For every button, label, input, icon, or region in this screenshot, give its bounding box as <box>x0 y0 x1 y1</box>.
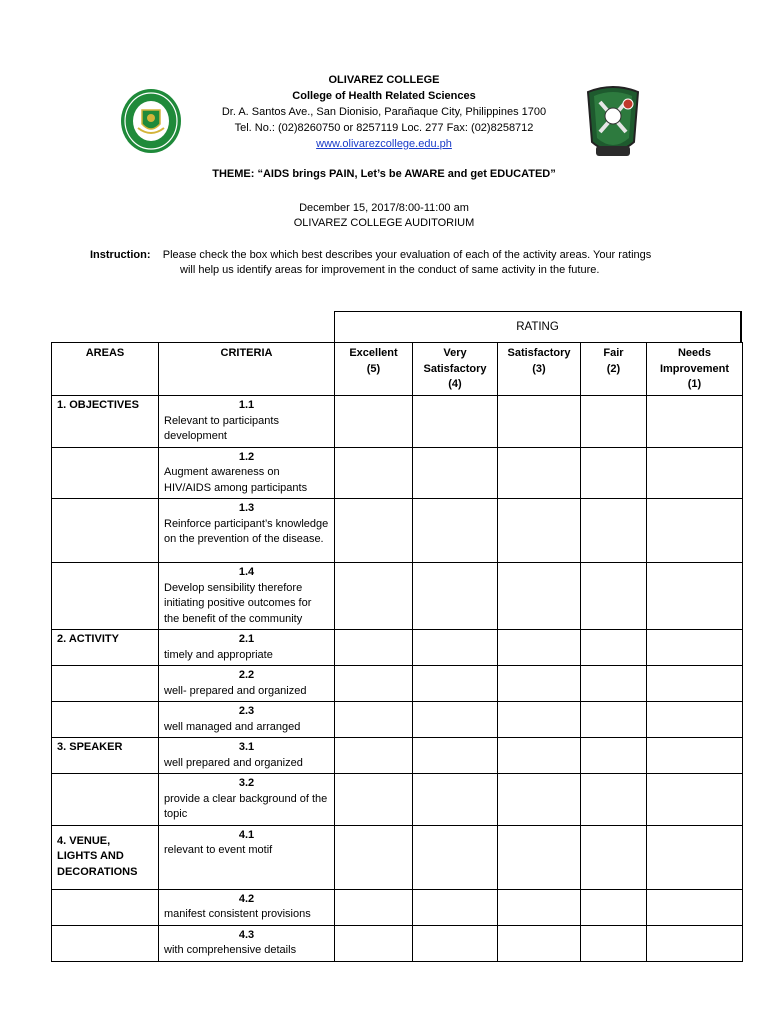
event-details <box>0 201 768 231</box>
criteria-number: 1.4 <box>238 566 255 578</box>
instruction-line-1: Please check the box which best describes your evaluation of each of the activity areas. Your ratings <box>162 249 652 261</box>
rating-checkbox-cell[interactable] <box>647 738 743 774</box>
rating-checkbox-cell[interactable] <box>413 774 498 826</box>
rating-checkbox-cell[interactable] <box>498 666 581 702</box>
rating-checkbox-cell[interactable] <box>581 447 647 499</box>
area-cell <box>52 499 159 563</box>
criteria-text: well prepared and organized <box>164 756 303 769</box>
rating-checkbox-cell[interactable] <box>335 447 413 499</box>
criteria-text: manifest consistent provisions <box>164 908 311 920</box>
table-row <box>52 563 743 630</box>
rating-checkbox-cell[interactable] <box>413 702 498 738</box>
college-address: Dr. A. Santos Ave., San Dionisio, Parañaque City, Philippines 1700 <box>221 106 547 118</box>
criteria-cell <box>159 774 335 826</box>
criteria-number: 3.1 <box>238 741 255 753</box>
rating-checkbox-cell[interactable] <box>581 499 647 563</box>
rating-column-header: Very Satisfactory (4) <box>413 343 498 396</box>
rating-checkbox-cell[interactable] <box>413 666 498 702</box>
rating-column-header: Fair (2) <box>581 343 647 396</box>
area-cell <box>52 889 159 925</box>
rating-checkbox-cell[interactable] <box>498 396 581 448</box>
rating-checkbox-cell[interactable] <box>335 774 413 826</box>
rating-checkbox-cell[interactable] <box>647 447 743 499</box>
criteria-text: relevant to event motif <box>164 844 273 856</box>
rating-checkbox-cell[interactable] <box>335 925 413 961</box>
event-theme: THEME: “AIDS brings PAIN, Let’s be AWARE and get EDUCATED” <box>212 168 556 180</box>
area-cell <box>52 774 159 826</box>
rating-group-header: RATING <box>334 311 742 343</box>
area-cell: 1. OBJECTIVES <box>52 396 159 448</box>
criteria-cell <box>159 630 335 666</box>
criteria-number: 2.3 <box>238 705 255 717</box>
table-row <box>52 925 743 961</box>
criteria-cell <box>159 889 335 925</box>
rating-checkbox-cell[interactable] <box>335 630 413 666</box>
criteria-number: 3.2 <box>238 777 255 789</box>
instruction-block <box>90 248 690 278</box>
table-row <box>52 447 743 499</box>
rating-checkbox-cell[interactable] <box>498 702 581 738</box>
criteria-cell <box>159 702 335 738</box>
rating-checkbox-cell[interactable] <box>335 825 413 889</box>
rating-checkbox-cell[interactable] <box>413 563 498 630</box>
rating-checkbox-cell[interactable] <box>581 925 647 961</box>
instruction-label: Instruction: <box>90 249 151 261</box>
rating-checkbox-cell[interactable] <box>335 396 413 448</box>
areas-column-header: AREAS <box>52 343 159 396</box>
area-cell <box>52 447 159 499</box>
rating-checkbox-cell[interactable] <box>498 499 581 563</box>
criteria-text: Reinforce participant’s knowledge on the prevention of the disease. <box>164 517 329 545</box>
rating-checkbox-cell[interactable] <box>498 774 581 826</box>
criteria-number: 1.3 <box>238 502 255 514</box>
criteria-cell <box>159 563 335 630</box>
criteria-number: 4.1 <box>238 828 255 841</box>
table-row <box>52 774 743 826</box>
criteria-number: 1.1 <box>238 399 255 411</box>
rating-column-header: Excellent (5) <box>335 343 413 396</box>
rating-checkbox-cell[interactable] <box>335 738 413 774</box>
rating-checkbox-cell[interactable] <box>581 396 647 448</box>
department-name: College of Health Related Sciences <box>292 90 476 102</box>
event-venue: OLIVAREZ COLLEGE AUDITORIUM <box>293 217 475 229</box>
table-row <box>52 499 743 563</box>
table-row <box>52 396 743 448</box>
area-cell <box>52 563 159 630</box>
rating-checkbox-cell[interactable] <box>335 666 413 702</box>
letterhead <box>0 72 768 152</box>
rating-checkbox-cell[interactable] <box>647 825 743 889</box>
rating-checkbox-cell[interactable] <box>498 630 581 666</box>
table-row <box>52 630 743 666</box>
rating-checkbox-cell[interactable] <box>335 702 413 738</box>
rating-checkbox-cell[interactable] <box>498 825 581 889</box>
criteria-text: Augment awareness on HIV/AIDS among participants <box>164 466 308 494</box>
instruction-line-2: will help us identify areas for improvement in the conduct of same activity in the future. <box>180 264 600 276</box>
rating-checkbox-cell[interactable] <box>413 925 498 961</box>
rating-checkbox-cell[interactable] <box>647 666 743 702</box>
table-row <box>52 702 743 738</box>
rating-checkbox-cell[interactable] <box>647 630 743 666</box>
criteria-number: 2.1 <box>238 633 255 645</box>
rating-checkbox-cell[interactable] <box>335 499 413 563</box>
rating-checkbox-cell[interactable] <box>647 774 743 826</box>
criteria-text: Develop sensibility therefore initiating positive outcomes for the benefit of the community <box>164 581 312 625</box>
criteria-text: provide a clear background of the topic <box>164 792 328 820</box>
rating-checkbox-cell[interactable] <box>581 563 647 630</box>
criteria-cell <box>159 447 335 499</box>
rating-checkbox-cell[interactable] <box>413 630 498 666</box>
rating-checkbox-cell[interactable] <box>498 925 581 961</box>
rating-checkbox-cell[interactable] <box>581 630 647 666</box>
rating-checkbox-cell[interactable] <box>413 738 498 774</box>
table-row <box>52 738 743 774</box>
rating-checkbox-cell[interactable] <box>581 666 647 702</box>
rating-checkbox-cell[interactable] <box>413 889 498 925</box>
college-name: OLIVAREZ COLLEGE <box>328 74 440 86</box>
area-cell: 3. SPEAKER <box>52 738 159 774</box>
rating-checkbox-cell[interactable] <box>413 825 498 889</box>
table-row <box>52 825 743 889</box>
criteria-text: well managed and arranged <box>164 720 301 733</box>
event-datetime: December 15, 2017/8:00-11:00 am <box>299 202 469 214</box>
rating-checkbox-cell[interactable] <box>647 889 743 925</box>
table-header-row <box>52 343 743 396</box>
criteria-number: 1.2 <box>238 450 255 463</box>
rating-checkbox-cell[interactable] <box>498 563 581 630</box>
rating-checkbox-cell[interactable] <box>647 499 743 563</box>
criteria-cell <box>159 738 335 774</box>
criteria-column-header: CRITERIA <box>159 343 335 396</box>
criteria-cell <box>159 499 335 563</box>
table-row <box>52 666 743 702</box>
rating-checkbox-cell[interactable] <box>581 738 647 774</box>
rating-checkbox-cell[interactable] <box>335 563 413 630</box>
area-cell <box>52 702 159 738</box>
criteria-text: Relevant to participants development <box>164 414 279 442</box>
evaluation-table <box>51 342 743 962</box>
criteria-cell <box>159 666 335 702</box>
rating-checkbox-cell[interactable] <box>647 702 743 738</box>
criteria-cell <box>159 925 335 961</box>
rating-checkbox-cell[interactable] <box>647 563 743 630</box>
criteria-cell <box>159 396 335 448</box>
criteria-text: with comprehensive details <box>164 944 297 956</box>
criteria-number: 4.2 <box>238 892 255 905</box>
area-cell <box>52 925 159 961</box>
rating-checkbox-cell[interactable] <box>581 889 647 925</box>
rating-checkbox-cell[interactable] <box>413 396 498 448</box>
rating-checkbox-cell[interactable] <box>647 925 743 961</box>
rating-checkbox-cell[interactable] <box>498 447 581 499</box>
rating-column-header: Needs Improvement (1) <box>647 343 743 396</box>
rating-checkbox-cell[interactable] <box>647 396 743 448</box>
college-website-link[interactable]: www.olivarezcollege.edu.ph <box>316 138 452 150</box>
rating-checkbox-cell[interactable] <box>498 738 581 774</box>
criteria-number: 4.3 <box>238 928 255 941</box>
area-cell: 2. ACTIVITY <box>52 630 159 666</box>
rating-column-header: Satisfactory (3) <box>498 343 581 396</box>
criteria-number: 2.2 <box>238 669 255 681</box>
rating-checkbox-cell[interactable] <box>581 825 647 889</box>
table-row <box>52 889 743 925</box>
rating-checkbox-cell[interactable] <box>581 774 647 826</box>
area-cell <box>52 666 159 702</box>
criteria-text: timely and appropriate <box>164 648 273 661</box>
criteria-text: well- prepared and organized <box>164 684 307 697</box>
rating-checkbox-cell[interactable] <box>335 889 413 925</box>
rating-checkbox-cell[interactable] <box>413 499 498 563</box>
rating-checkbox-cell[interactable] <box>581 702 647 738</box>
criteria-cell <box>159 825 335 889</box>
college-telephone: Tel. No.: (02)8260750 or 8257119 Loc. 277 Fax: (02)8258712 <box>234 122 534 134</box>
rating-checkbox-cell[interactable] <box>498 889 581 925</box>
rating-checkbox-cell[interactable] <box>413 447 498 499</box>
area-cell: 4. VENUE, LIGHTS AND DECORATIONS <box>52 825 159 889</box>
